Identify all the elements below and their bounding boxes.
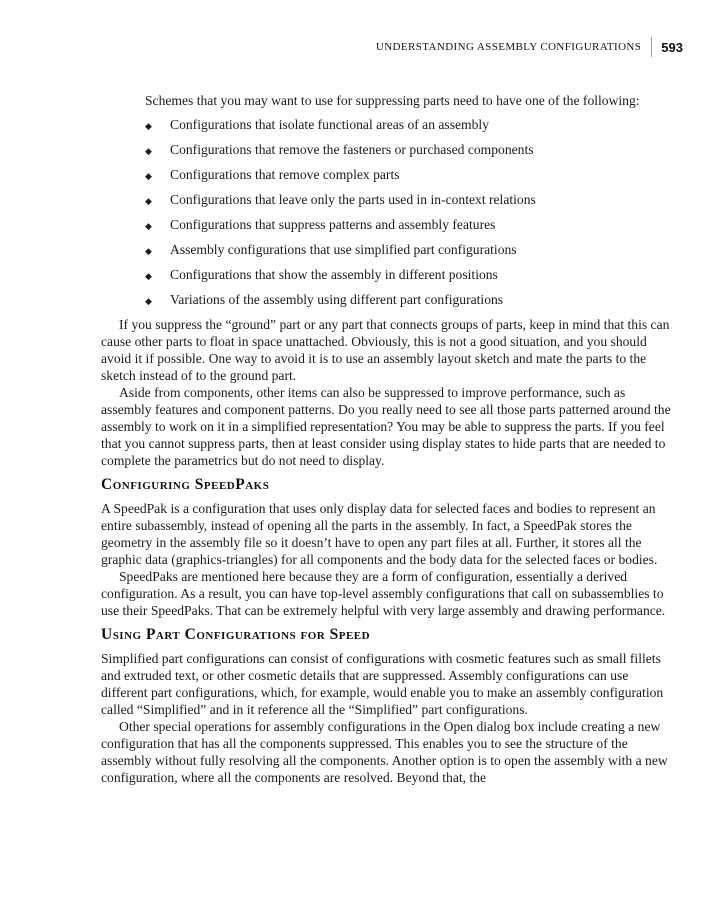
diamond-bullet-icon: ◆ xyxy=(145,121,152,131)
bullet-item-text: Configurations that remove the fasteners or purchased components xyxy=(170,142,534,157)
bullet-item-text: Configurations that show the assembly in different positions xyxy=(170,267,498,282)
diamond-bullet-icon: ◆ xyxy=(145,196,152,206)
diamond-bullet-icon: ◆ xyxy=(145,171,152,181)
diamond-bullet-icon: ◆ xyxy=(145,221,152,231)
paragraph-speedpak-definition: A SpeedPak is a configuration that uses only display data for selected faces and bodies to represent an entire subassembly, instead of opening all the parts in the assembly. In fact, a SpeedPak stores the geometry in the assembly file so it doesn’t have to open any part files at all. Further, it stores all the graphic data (graphics-triangles) for all components and the body data for the selected faces or bodies. xyxy=(101,501,658,567)
bullet-item-text: Variations of the assembly using different part configurations xyxy=(170,292,504,307)
bullet-item-text: Configurations that suppress patterns and assembly features xyxy=(170,217,496,232)
paragraph-simplified-parts: Simplified part configurations can consist of configurations with cosmetic features such as small fillets and extruded text, or other cosmetic details that are suppressed. Assembly configurations can use different part configurations, which, for example, would enable you to make an assembly configuration called “Simplified” and in it reference all the “Simplified” part configurations. xyxy=(101,651,664,717)
bullet-item xyxy=(101,141,673,160)
diamond-bullet-icon: ◆ xyxy=(145,296,152,306)
paragraph-open-dialog-options: Other special operations for assembly configurations in the Open dialog box include creating a new configuration that has all the components suppressed. This enables you to see the structure of the assembly without fully resolving all the components. Another option is to open the assembly with a new configuration, where all the components are resolved. Beyond that, the xyxy=(101,719,668,785)
intro-paragraph: Schemes that you may want to use for suppressing parts need to have one of the following: xyxy=(145,93,640,108)
bullet-item-text: Configurations that remove complex parts xyxy=(170,167,400,182)
page-body xyxy=(101,92,673,786)
bullet-item xyxy=(101,266,673,285)
bullet-item xyxy=(101,116,673,135)
diamond-bullet-icon: ◆ xyxy=(145,271,152,281)
paragraph-suppress-other-items: Aside from components, other items can also be suppressed to improve performance, such as assembly features and component patterns. Do you really need to see all those parts patterned around the assembly to work on it in a simplified representation? You may be able to suppress the parts. If you feel that you cannot suppress parts, then at least consider using display states to hide parts that are needed to complete the parametrics but do not need to display. xyxy=(101,385,671,468)
bullet-item xyxy=(101,216,673,235)
bullet-item xyxy=(101,191,673,210)
diamond-bullet-icon: ◆ xyxy=(145,146,152,156)
heading-configuring-speedpaks: Configuring SpeedPaks xyxy=(101,476,270,493)
bullet-item xyxy=(101,291,673,310)
running-header xyxy=(376,37,683,57)
header-divider xyxy=(651,37,652,57)
heading-using-part-configurations: Using Part Configurations for Speed xyxy=(101,626,371,643)
paragraph-suppress-ground: If you suppress the “ground” part or any part that connects groups of parts, keep in mind that this can cause other parts to float in space unattached. Obviously, this is not a good situation, and you should avoid it if possible. One way to avoid it is to use an assembly layout sketch and mate the parts to the sketch instead of to the ground part. xyxy=(101,317,670,383)
bullet-item xyxy=(101,241,673,260)
bullet-item xyxy=(101,166,673,185)
bullet-item-text: Configurations that leave only the parts used in in-context relations xyxy=(170,192,536,207)
suppression-schemes-list xyxy=(101,116,673,310)
bullet-item-text: Assembly configurations that use simplified part configurations xyxy=(170,242,517,257)
running-head-title: UNDERSTANDING ASSEMBLY CONFIGURATIONS xyxy=(375,41,642,53)
page-number: 593 xyxy=(661,39,683,55)
paragraph-speedpak-mentioned: SpeedPaks are mentioned here because they are a form of configuration, essentially a derived configuration. As a result, you can have top-level assembly configurations that call on subassemblies to use their SpeedPaks. That can be extremely helpful with very large assembly and drawing performance. xyxy=(101,569,666,618)
diamond-bullet-icon: ◆ xyxy=(145,246,152,256)
bullet-item-text: Configurations that isolate functional areas of an assembly xyxy=(170,117,489,132)
